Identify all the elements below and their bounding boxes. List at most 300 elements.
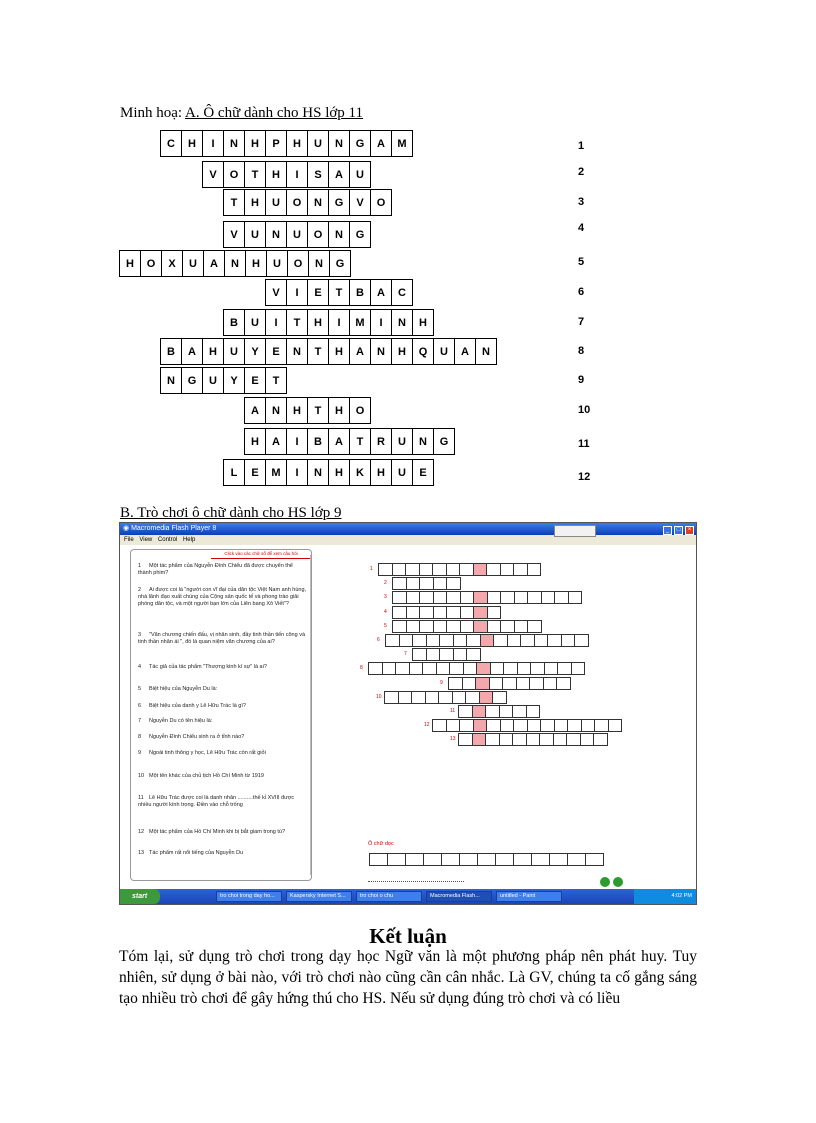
window-titlebar: [120, 523, 696, 535]
grid-cell[interactable]: [553, 733, 568, 746]
vertical-cell[interactable]: [387, 853, 406, 866]
grid-cell[interactable]: [436, 662, 451, 675]
grid-cell[interactable]: [499, 705, 514, 718]
grid-cell[interactable]: [419, 620, 434, 633]
question-item[interactable]: [138, 829, 308, 836]
menu-control[interactable]: Control: [157, 537, 178, 543]
crossword-cell: A: [454, 338, 476, 365]
grid-cell[interactable]: [458, 705, 473, 718]
crossword-cell: B: [160, 338, 182, 365]
grid-cell[interactable]: [419, 606, 434, 619]
grid-cell[interactable]: [556, 677, 571, 690]
section-a-title: A. Ô chữ dành cho HS lớp 11: [185, 105, 364, 121]
grid-cell[interactable]: [472, 733, 487, 746]
crossword-cell: H: [307, 309, 329, 336]
crossword-cell: I: [286, 161, 308, 188]
crossword-cell: U: [244, 221, 266, 248]
grid-cell[interactable]: [465, 691, 480, 704]
grid-number[interactable]: 11: [450, 708, 456, 714]
grid-cell[interactable]: [419, 577, 434, 590]
crossword-row-8: [161, 338, 497, 365]
grid-cell[interactable]: [502, 677, 517, 690]
question-item[interactable]: [138, 734, 308, 741]
grid-cell[interactable]: [473, 606, 488, 619]
grid-cell[interactable]: [608, 719, 623, 732]
crossword-cell: G: [328, 189, 350, 216]
grid-number[interactable]: 1: [370, 566, 373, 572]
crossword-cell: I: [286, 279, 308, 306]
vertical-cell[interactable]: [495, 853, 514, 866]
crossword-cell: H: [286, 130, 308, 157]
crossword-cell: H: [328, 338, 350, 365]
crossword-cell: U: [266, 250, 288, 277]
grid-cell[interactable]: [395, 662, 410, 675]
crossword-cell: T: [307, 338, 329, 365]
taskbar-button[interactable]: untitled - Paint: [496, 891, 562, 902]
question-item[interactable]: [138, 773, 308, 780]
grid-number[interactable]: 4: [384, 608, 387, 615]
grid-cell[interactable]: [458, 733, 473, 746]
grid-cell[interactable]: [543, 677, 558, 690]
maximize-icon[interactable]: □: [674, 526, 683, 535]
crossword-cell: T: [223, 189, 245, 216]
question-number: 6: [138, 703, 142, 709]
game-area: [120, 545, 696, 891]
crossword-row-11: [245, 428, 455, 455]
crossword-cell: H: [328, 459, 350, 486]
grid-cell[interactable]: [385, 634, 400, 647]
grid-cell[interactable]: [516, 677, 531, 690]
grid-cell[interactable]: [425, 691, 440, 704]
vertical-cell[interactable]: [369, 853, 388, 866]
grid-cell[interactable]: [547, 634, 562, 647]
window-title: Macromedia Flash Player 8: [131, 525, 217, 532]
grid-cell[interactable]: [486, 563, 501, 576]
crossword-cell: O: [140, 250, 162, 277]
grid-cell[interactable]: [561, 634, 576, 647]
grid-cell[interactable]: [406, 606, 421, 619]
crossword-cell: A: [370, 279, 392, 306]
vertical-cell[interactable]: [477, 853, 496, 866]
crossword-cell: N: [223, 130, 245, 157]
crossword-cell: N: [160, 367, 182, 394]
crossword-cell: M: [265, 459, 287, 486]
crossword-cell: I: [265, 309, 287, 336]
grid-row: [386, 634, 589, 647]
grid-cell[interactable]: [368, 662, 383, 675]
grid-cell[interactable]: [493, 634, 508, 647]
crossword-cell: I: [328, 309, 350, 336]
menu-view[interactable]: View: [139, 537, 153, 543]
crossword-cell: H: [119, 250, 141, 277]
grid-row: [413, 648, 481, 661]
crossword-cell: H: [244, 428, 266, 455]
grid-cell[interactable]: [446, 563, 461, 576]
crossword-cell: T: [349, 428, 371, 455]
close-icon[interactable]: ×: [685, 526, 694, 535]
crossword-row-1: [161, 130, 413, 157]
question-text: Một tên khác của chủ tịch Hồ Chí Minh từ 1919: [149, 773, 264, 779]
grid-number[interactable]: 8: [360, 665, 363, 672]
question-item[interactable]: [138, 703, 308, 710]
crossword-cell: N: [308, 250, 330, 277]
flash-icon: ◉: [123, 525, 130, 532]
grid-cell[interactable]: [419, 563, 434, 576]
grid-cell[interactable]: [512, 705, 527, 718]
grid-cell[interactable]: [439, 648, 454, 661]
crossword-number: 1: [578, 140, 585, 152]
grid-row: [449, 677, 571, 690]
grid-cell[interactable]: [513, 563, 528, 576]
grid-cell[interactable]: [485, 705, 500, 718]
grid-cell[interactable]: [466, 648, 481, 661]
crossword-cell: A: [349, 338, 371, 365]
crossword-cell: P: [265, 130, 287, 157]
grid-cell[interactable]: [462, 677, 477, 690]
question-item[interactable]: [138, 850, 308, 857]
vertical-word-cells: [370, 853, 604, 866]
grid-cell[interactable]: [480, 634, 495, 647]
crossword-cell: H: [412, 309, 434, 336]
grid-cell[interactable]: [527, 563, 542, 576]
start-button[interactable]: start: [120, 889, 160, 904]
grid-cell[interactable]: [472, 705, 487, 718]
progress-dots: [368, 881, 464, 885]
grid-cell[interactable]: [473, 591, 488, 604]
grid-cell[interactable]: [392, 606, 407, 619]
grid-cell[interactable]: [459, 563, 474, 576]
crossword-cell: V: [349, 189, 371, 216]
grid-cell[interactable]: [382, 662, 397, 675]
vertical-cell[interactable]: [441, 853, 460, 866]
grid-cell[interactable]: [580, 733, 595, 746]
grid-cell[interactable]: [540, 719, 555, 732]
grid-cell[interactable]: [446, 620, 461, 633]
crossword-cell: O: [287, 250, 309, 277]
grid-cell[interactable]: [534, 634, 549, 647]
grid-cell[interactable]: [507, 634, 522, 647]
grid-cell[interactable]: [392, 591, 407, 604]
crossword-cell: H: [370, 459, 392, 486]
question-item[interactable]: [138, 750, 308, 757]
grid-cell[interactable]: [568, 591, 583, 604]
grid-number[interactable]: 5: [384, 622, 387, 629]
grid-cell[interactable]: [460, 620, 475, 633]
crossword-cell: T: [244, 161, 266, 188]
grid-cell[interactable]: [557, 662, 572, 675]
question-text: Một tác phẩm của Nguyễn Đình Chiểu đã được chuyển thể thành phim?: [138, 563, 293, 576]
grid-cell[interactable]: [399, 634, 414, 647]
crossword-cell: H: [265, 161, 287, 188]
grid-cell[interactable]: [574, 634, 589, 647]
grid-cell[interactable]: [554, 591, 569, 604]
grid-cell[interactable]: [485, 733, 500, 746]
grid-cell[interactable]: [412, 648, 427, 661]
grid-cell[interactable]: [446, 591, 461, 604]
grid-cell[interactable]: [500, 563, 515, 576]
grid-cell[interactable]: [433, 577, 448, 590]
grid-cell[interactable]: [422, 662, 437, 675]
grid-cell[interactable]: [409, 662, 424, 675]
grid-cell[interactable]: [513, 719, 528, 732]
grid-cell[interactable]: [487, 606, 502, 619]
crossword-cell: Q: [412, 338, 434, 365]
grid-cell[interactable]: [452, 691, 467, 704]
grid-cell[interactable]: [473, 563, 488, 576]
grid-cell[interactable]: [406, 591, 421, 604]
vertical-cell[interactable]: [405, 853, 424, 866]
question-number: 12: [138, 829, 145, 835]
grid-cell[interactable]: [438, 691, 453, 704]
grid-cell[interactable]: [489, 677, 504, 690]
question-item[interactable]: [138, 795, 308, 809]
question-number: 13: [138, 850, 145, 856]
grid-cell[interactable]: [500, 719, 515, 732]
grid-cell[interactable]: [453, 648, 468, 661]
question-number: 7: [138, 718, 142, 724]
grid-row: [393, 606, 501, 619]
grid-cell[interactable]: [526, 733, 541, 746]
taskbar-button[interactable]: Macromedia Flash...: [426, 891, 492, 902]
grid-cell[interactable]: [527, 591, 542, 604]
grid-cell[interactable]: [433, 591, 448, 604]
grid-cell[interactable]: [527, 719, 542, 732]
grid-cell[interactable]: [392, 620, 407, 633]
vertical-cell[interactable]: [459, 853, 478, 866]
grid-cell[interactable]: [446, 719, 461, 732]
grid-cell[interactable]: [530, 662, 545, 675]
crossword-cell: G: [181, 367, 203, 394]
grid-cell[interactable]: [433, 620, 448, 633]
crossword-cell: U: [349, 161, 371, 188]
vertical-cell[interactable]: [513, 853, 532, 866]
grid-cell[interactable]: [593, 733, 608, 746]
grid-number[interactable]: 9: [440, 679, 443, 686]
grid-cell[interactable]: [453, 634, 468, 647]
crossword-cell: X: [161, 250, 183, 277]
flash-player-screenshot: [119, 522, 697, 905]
crossword-cell: T: [286, 309, 308, 336]
grid-cell[interactable]: [406, 577, 421, 590]
grid-cell[interactable]: [398, 691, 413, 704]
grid-cell[interactable]: [571, 662, 586, 675]
grid-number[interactable]: 2: [384, 580, 387, 587]
grid-number[interactable]: 10: [376, 693, 382, 700]
crossword-cell: O: [370, 189, 392, 216]
menu-help[interactable]: Help: [182, 537, 196, 543]
grid-cell[interactable]: [517, 662, 532, 675]
grid-cell[interactable]: [479, 691, 494, 704]
grid-cell[interactable]: [514, 591, 529, 604]
crossword-cell: U: [286, 221, 308, 248]
question-text: "Văn chương chiến đấu, vị nhân sinh, đầy tinh thần tiến công và tinh thần nhân ái ", đó là quan niệm văn chương của ai?: [138, 632, 306, 645]
section-a-caption: Minh hoạ: A. Ô chữ dành cho HS lớp 11: [120, 105, 364, 121]
grid-cell[interactable]: [566, 733, 581, 746]
grid-cell[interactable]: [466, 634, 481, 647]
grid-cell[interactable]: [581, 719, 596, 732]
grid-number[interactable]: 3: [384, 594, 387, 601]
crossword-cell: H: [244, 130, 266, 157]
crossword-cell: G: [349, 130, 371, 157]
grid-cell[interactable]: [476, 662, 491, 675]
crossword-cell: U: [202, 367, 224, 394]
grid-cell[interactable]: [492, 691, 507, 704]
grid-cell[interactable]: [499, 733, 514, 746]
grid-cell[interactable]: [526, 705, 541, 718]
grid-cell[interactable]: [527, 620, 542, 633]
crossword-cell: N: [265, 221, 287, 248]
question-number: 11: [138, 795, 144, 801]
grid-cell[interactable]: [378, 563, 393, 576]
grid-cell[interactable]: [567, 719, 582, 732]
grid-cell[interactable]: [460, 591, 475, 604]
crossword-cell: H: [391, 338, 413, 365]
crossword-number: 8: [578, 345, 585, 357]
grid-cell[interactable]: [446, 606, 461, 619]
taskbar: [120, 889, 696, 904]
grid-row: [379, 563, 541, 576]
question-number: 10: [138, 773, 145, 779]
vertical-cell[interactable]: [567, 853, 586, 866]
crossword-row-12: [224, 459, 434, 486]
crossword-cell: A: [244, 397, 266, 424]
grid-cell[interactable]: [426, 634, 441, 647]
question-number: 9: [138, 750, 142, 756]
question-item[interactable]: [138, 718, 308, 725]
crossword-cell: B: [349, 279, 371, 306]
grid-number[interactable]: 12: [424, 722, 430, 729]
crossword-cell: B: [223, 309, 245, 336]
back-arrow-icon[interactable]: [600, 877, 610, 887]
grid-cell[interactable]: [439, 634, 454, 647]
question-item[interactable]: [138, 664, 308, 671]
grid-cell[interactable]: [514, 620, 529, 633]
grid-cell[interactable]: [503, 662, 518, 675]
grid-cell[interactable]: [419, 591, 434, 604]
crossword-cell: G: [349, 221, 371, 248]
crossword-cell: H: [181, 130, 203, 157]
grid-cell[interactable]: [541, 591, 556, 604]
crossword-cell: A: [265, 428, 287, 455]
crossword-cell: H: [202, 338, 224, 365]
grid-cell[interactable]: [460, 606, 475, 619]
crossword-cell: A: [328, 428, 350, 455]
crossword-cell: Y: [223, 367, 245, 394]
crossword-number: 7: [578, 316, 585, 328]
crossword-cell: V: [265, 279, 287, 306]
system-tray: [634, 889, 696, 904]
grid-number[interactable]: 6: [377, 637, 380, 643]
vertical-cell[interactable]: [423, 853, 442, 866]
grid-cell[interactable]: [412, 634, 427, 647]
grid-cell[interactable]: [539, 733, 554, 746]
question-item[interactable]: [138, 563, 308, 577]
crossword-cell: I: [202, 130, 224, 157]
grid-cell[interactable]: [392, 563, 407, 576]
crossword-cell: N: [391, 309, 413, 336]
question-number: 2: [138, 587, 142, 593]
grid-cell[interactable]: [487, 591, 502, 604]
taskbar-button[interactable]: Kaspersky Internet S...: [286, 891, 352, 902]
grid-cell[interactable]: [486, 719, 501, 732]
question-text: Biệt hiệu của danh y Lê Hữu Trác là gì?: [149, 703, 246, 709]
grid-cell[interactable]: [490, 662, 505, 675]
grid-cell[interactable]: [405, 563, 420, 576]
grid-cell[interactable]: [554, 719, 569, 732]
grid-cell[interactable]: [475, 677, 490, 690]
grid-cell[interactable]: [529, 677, 544, 690]
crossword-cell: E: [265, 338, 287, 365]
vertical-cell[interactable]: [549, 853, 568, 866]
menu-file[interactable]: File: [124, 537, 134, 543]
crossword-number: 9: [578, 374, 585, 386]
grid-row: [459, 733, 608, 746]
grid-cell[interactable]: [433, 606, 448, 619]
next-arrow-icon[interactable]: [613, 877, 623, 887]
grid-cell[interactable]: [520, 634, 535, 647]
grid-cell[interactable]: [544, 662, 559, 675]
grid-cell[interactable]: [448, 677, 463, 690]
crossword-number: 4: [578, 222, 585, 234]
grid-cell[interactable]: [500, 620, 515, 633]
question-item[interactable]: [138, 632, 308, 646]
crossword-cell: N: [224, 250, 246, 277]
crossword-cell: H: [244, 189, 266, 216]
crossword-cell: A: [203, 250, 225, 277]
grid-cell[interactable]: [487, 620, 502, 633]
crossword-cell: K: [349, 459, 371, 486]
crossword-cell: O: [286, 189, 308, 216]
question-item[interactable]: [138, 686, 308, 693]
crossword-cell: M: [349, 309, 371, 336]
question-item[interactable]: [138, 587, 308, 608]
grid-cell[interactable]: [459, 719, 474, 732]
grid-row: [433, 719, 622, 732]
question-number: 3: [138, 632, 142, 638]
panel-header: Click vào các chữ số để xem câu hỏi: [211, 550, 311, 559]
question-text: Tác giả của tác phẩm "Thượng kinh kí sự" là ai?: [149, 664, 267, 670]
grid-cell[interactable]: [594, 719, 609, 732]
grid-cell[interactable]: [449, 662, 464, 675]
crossword-cell: O: [223, 161, 245, 188]
minimize-icon[interactable]: _: [663, 526, 672, 535]
question-text: Ngoài tinh thông y học, Lê Hữu Trác còn rất giỏi: [149, 750, 266, 756]
grid-cell[interactable]: [406, 620, 421, 633]
grid-cell[interactable]: [500, 591, 515, 604]
grid-cell[interactable]: [463, 662, 478, 675]
vertical-cell[interactable]: [531, 853, 550, 866]
grid-cell[interactable]: [411, 691, 426, 704]
question-text: Nguyễn Du có tên hiệu là:: [149, 718, 213, 724]
grid-cell[interactable]: [432, 719, 447, 732]
grid-cell[interactable]: [473, 620, 488, 633]
grid-cell[interactable]: [426, 648, 441, 661]
grid-cell[interactable]: [392, 577, 407, 590]
grid-cell[interactable]: [512, 733, 527, 746]
grid-number[interactable]: 7: [404, 651, 407, 658]
grid-cell[interactable]: [384, 691, 399, 704]
taskbar-button[interactable]: tro choi trong day ho...: [216, 891, 282, 902]
grid-cell[interactable]: [473, 719, 488, 732]
crossword-number: 2: [578, 166, 585, 178]
crossword-cell: N: [307, 189, 329, 216]
crossword-number: 10: [578, 404, 591, 416]
grid-cell[interactable]: [432, 563, 447, 576]
grid-cell[interactable]: [446, 577, 461, 590]
vertical-cell[interactable]: [585, 853, 604, 866]
grid-number[interactable]: 13: [450, 736, 456, 743]
taskbar-button[interactable]: tro choi o chu: [356, 891, 422, 902]
